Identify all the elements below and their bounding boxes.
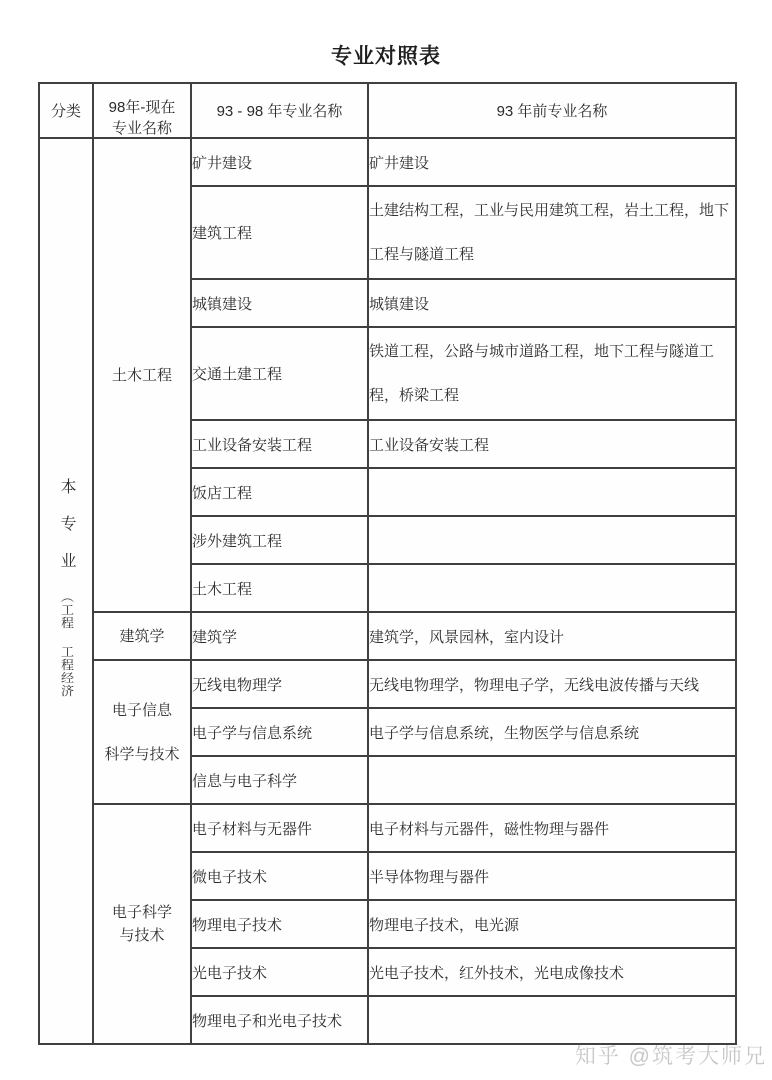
major-pre-93-cell — [368, 516, 736, 564]
table-row — [39, 660, 736, 708]
major-93-98-cell: 光电子技术 — [191, 948, 368, 996]
header-93-98: 93 - 98 年专业名称 — [191, 83, 368, 138]
group-label — [93, 612, 191, 660]
table-row — [39, 804, 736, 852]
major-pre-93-cell: 电子学与信息系统，生物医学与信息系统 — [368, 708, 736, 756]
major-93-98-cell: 城镇建设 — [191, 279, 368, 327]
header-pre-93: 93 年前专业名称 — [368, 83, 736, 138]
major-93-98-cell: 无线电物理学 — [191, 660, 368, 708]
group-label-line: 土木工程 — [111, 366, 172, 384]
major-pre-93-cell: 土建结构工程，工业与民用建筑工程，岩土工程，地下工程与隧道工程 — [368, 186, 736, 279]
major-93-98-cell: 矿井建设 — [191, 138, 368, 186]
major-93-98-cell: 电子学与信息系统 — [191, 708, 368, 756]
major-pre-93-cell: 工业设备安装工程 — [368, 420, 736, 468]
major-pre-93-cell: 铁道工程，公路与城市道路工程，地下工程与隧道工程，桥梁工程 — [368, 327, 736, 420]
major-pre-93-cell: 物理电子技术，电光源 — [368, 900, 736, 948]
table-row — [39, 612, 736, 660]
group-label — [93, 804, 191, 1044]
major-pre-93-cell: 矿井建设 — [368, 138, 736, 186]
major-93-98-cell: 微电子技术 — [191, 852, 368, 900]
major-93-98-cell: 涉外建筑工程 — [191, 516, 368, 564]
major-93-98-cell: 土木工程 — [191, 564, 368, 612]
group-label — [93, 138, 191, 612]
major-pre-93-cell: 城镇建设 — [368, 279, 736, 327]
header-98-now-text — [94, 97, 190, 139]
major-pre-93-cell: 建筑学，风景园林，室内设计 — [368, 612, 736, 660]
major-93-98-cell: 饭店工程 — [191, 468, 368, 516]
group-label-line: 科学与技术 — [104, 745, 180, 763]
category-text-sub1: （工程 — [59, 590, 74, 630]
header-98-now-line2: 专业名称 — [111, 119, 172, 137]
header-category: 分类 — [39, 83, 93, 138]
group-label-line: 电子科学 — [111, 904, 172, 921]
major-93-98-cell: 工业设备安装工程 — [191, 420, 368, 468]
group-label-line: 电子信息 — [111, 701, 172, 719]
major-pre-93-cell: 光电子技术，红外技术，光电成像技术 — [368, 948, 736, 996]
category-text-main: 本专业 — [58, 478, 75, 589]
page-title: 专业对照表 — [331, 45, 441, 68]
major-pre-93-cell — [368, 468, 736, 516]
header-98-now — [93, 83, 191, 138]
category-cell — [39, 138, 93, 1044]
major-93-98-cell: 信息与电子科学 — [191, 756, 368, 804]
group-label — [93, 660, 191, 804]
major-pre-93-cell — [368, 996, 736, 1044]
major-pre-93-cell — [368, 756, 736, 804]
header-row — [39, 83, 736, 138]
major-93-98-cell: 物理电子和光电子技术 — [191, 996, 368, 1044]
table-row — [39, 138, 736, 186]
header-98-now-line1: 98年-现在 — [108, 98, 176, 116]
group-label-line: 与技术 — [119, 927, 165, 944]
major-pre-93-cell — [368, 564, 736, 612]
major-93-98-cell: 建筑学 — [191, 612, 368, 660]
major-comparison-table — [38, 82, 737, 1045]
major-pre-93-cell: 电子材料与元器件，磁性物理与器件 — [368, 804, 736, 852]
major-93-98-cell: 交通土建工程 — [191, 327, 368, 420]
major-93-98-cell: 物理电子技术 — [191, 900, 368, 948]
category-vertical-text — [58, 478, 74, 700]
major-pre-93-cell: 无线电物理学，物理电子学，无线电波传播与天线 — [368, 660, 736, 708]
major-93-98-cell: 电子材料与无器件 — [191, 804, 368, 852]
major-93-98-cell: 建筑工程 — [191, 186, 368, 279]
major-pre-93-cell: 半导体物理与器件 — [368, 852, 736, 900]
watermark: 知乎 @筑考大师兄 — [574, 1045, 767, 1068]
category-text-sub2: 工程经济 — [59, 645, 74, 698]
group-label-line: 建筑学 — [119, 627, 165, 645]
